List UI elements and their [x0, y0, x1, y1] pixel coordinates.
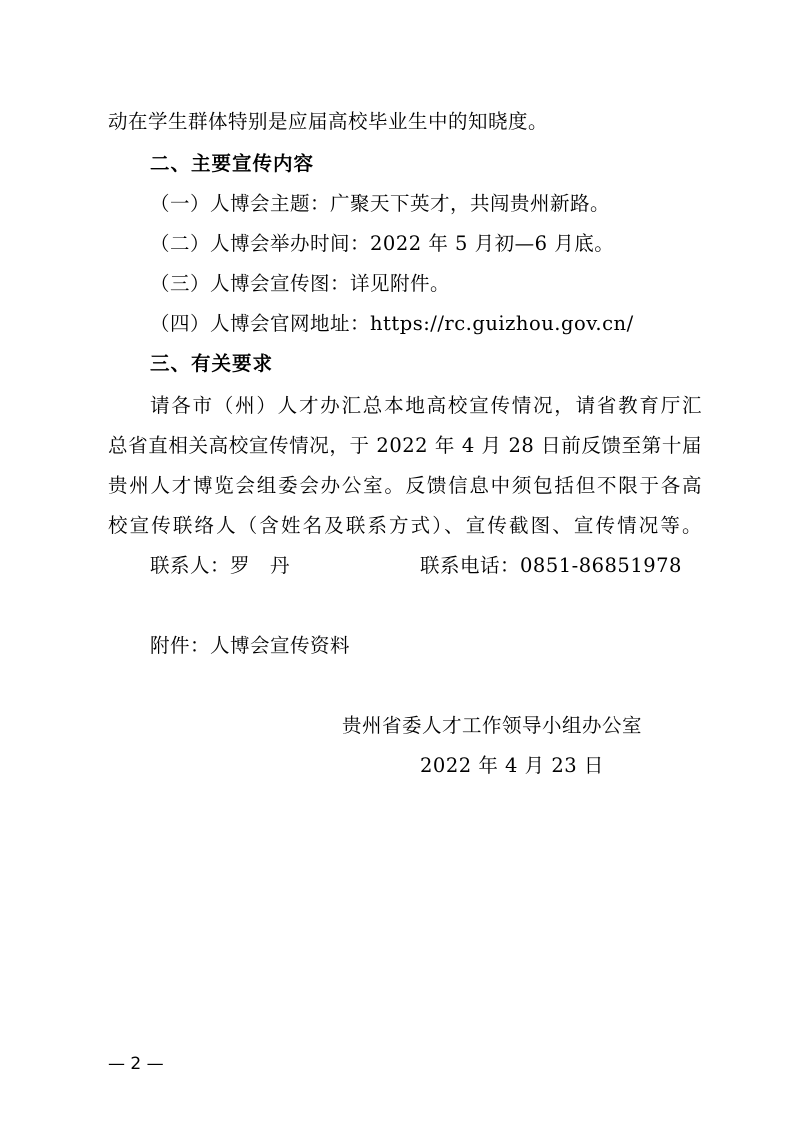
- section-heading-main-content: 二、主要宣传内容: [150, 152, 315, 175]
- contact-row: [0, 552, 800, 580]
- contact-name: 联系人：罗 丹: [150, 554, 291, 577]
- item-theme: （一）人博会主题：广聚天下英才，共闯贵州新路。: [150, 192, 611, 215]
- signature-org: 贵州省委人才工作领导小组办公室: [342, 714, 643, 737]
- item-time: （二）人博会举办时间：2022 年 5 月初—6 月底。: [150, 232, 615, 255]
- item-website: （四）人博会官网地址：https://rc.guizhou.gov.cn/: [150, 312, 634, 335]
- paragraph-intro-end: 动在学生群体特别是应届高校毕业生中的知晓度。: [108, 110, 549, 133]
- requirements-line-3: 贵州人才博览会组委会办公室。反馈信息中须包括但不限于各高: [108, 474, 702, 497]
- requirements-line-1: 请各市（州）人才办汇总本地高校宣传情况，请省教育厅汇: [150, 394, 702, 417]
- section-heading-requirements: 三、有关要求: [150, 352, 274, 375]
- page-number: — 2 —: [108, 1054, 164, 1074]
- attachment-note: 附件：人博会宣传资料: [150, 634, 351, 657]
- requirements-line-4: 校宣传联络人（含姓名及联系方式）、宣传截图、宣传情况等。: [108, 514, 702, 537]
- contact-phone: 联系电话：0851-86851978: [420, 554, 682, 577]
- item-poster: （三）人博会宣传图：详见附件。: [150, 272, 451, 295]
- requirements-line-2: 总省直相关高校宣传情况，于 2022 年 4 月 28 日前反馈至第十届: [108, 434, 702, 457]
- signature-date: 2022 年 4 月 23 日: [420, 754, 604, 777]
